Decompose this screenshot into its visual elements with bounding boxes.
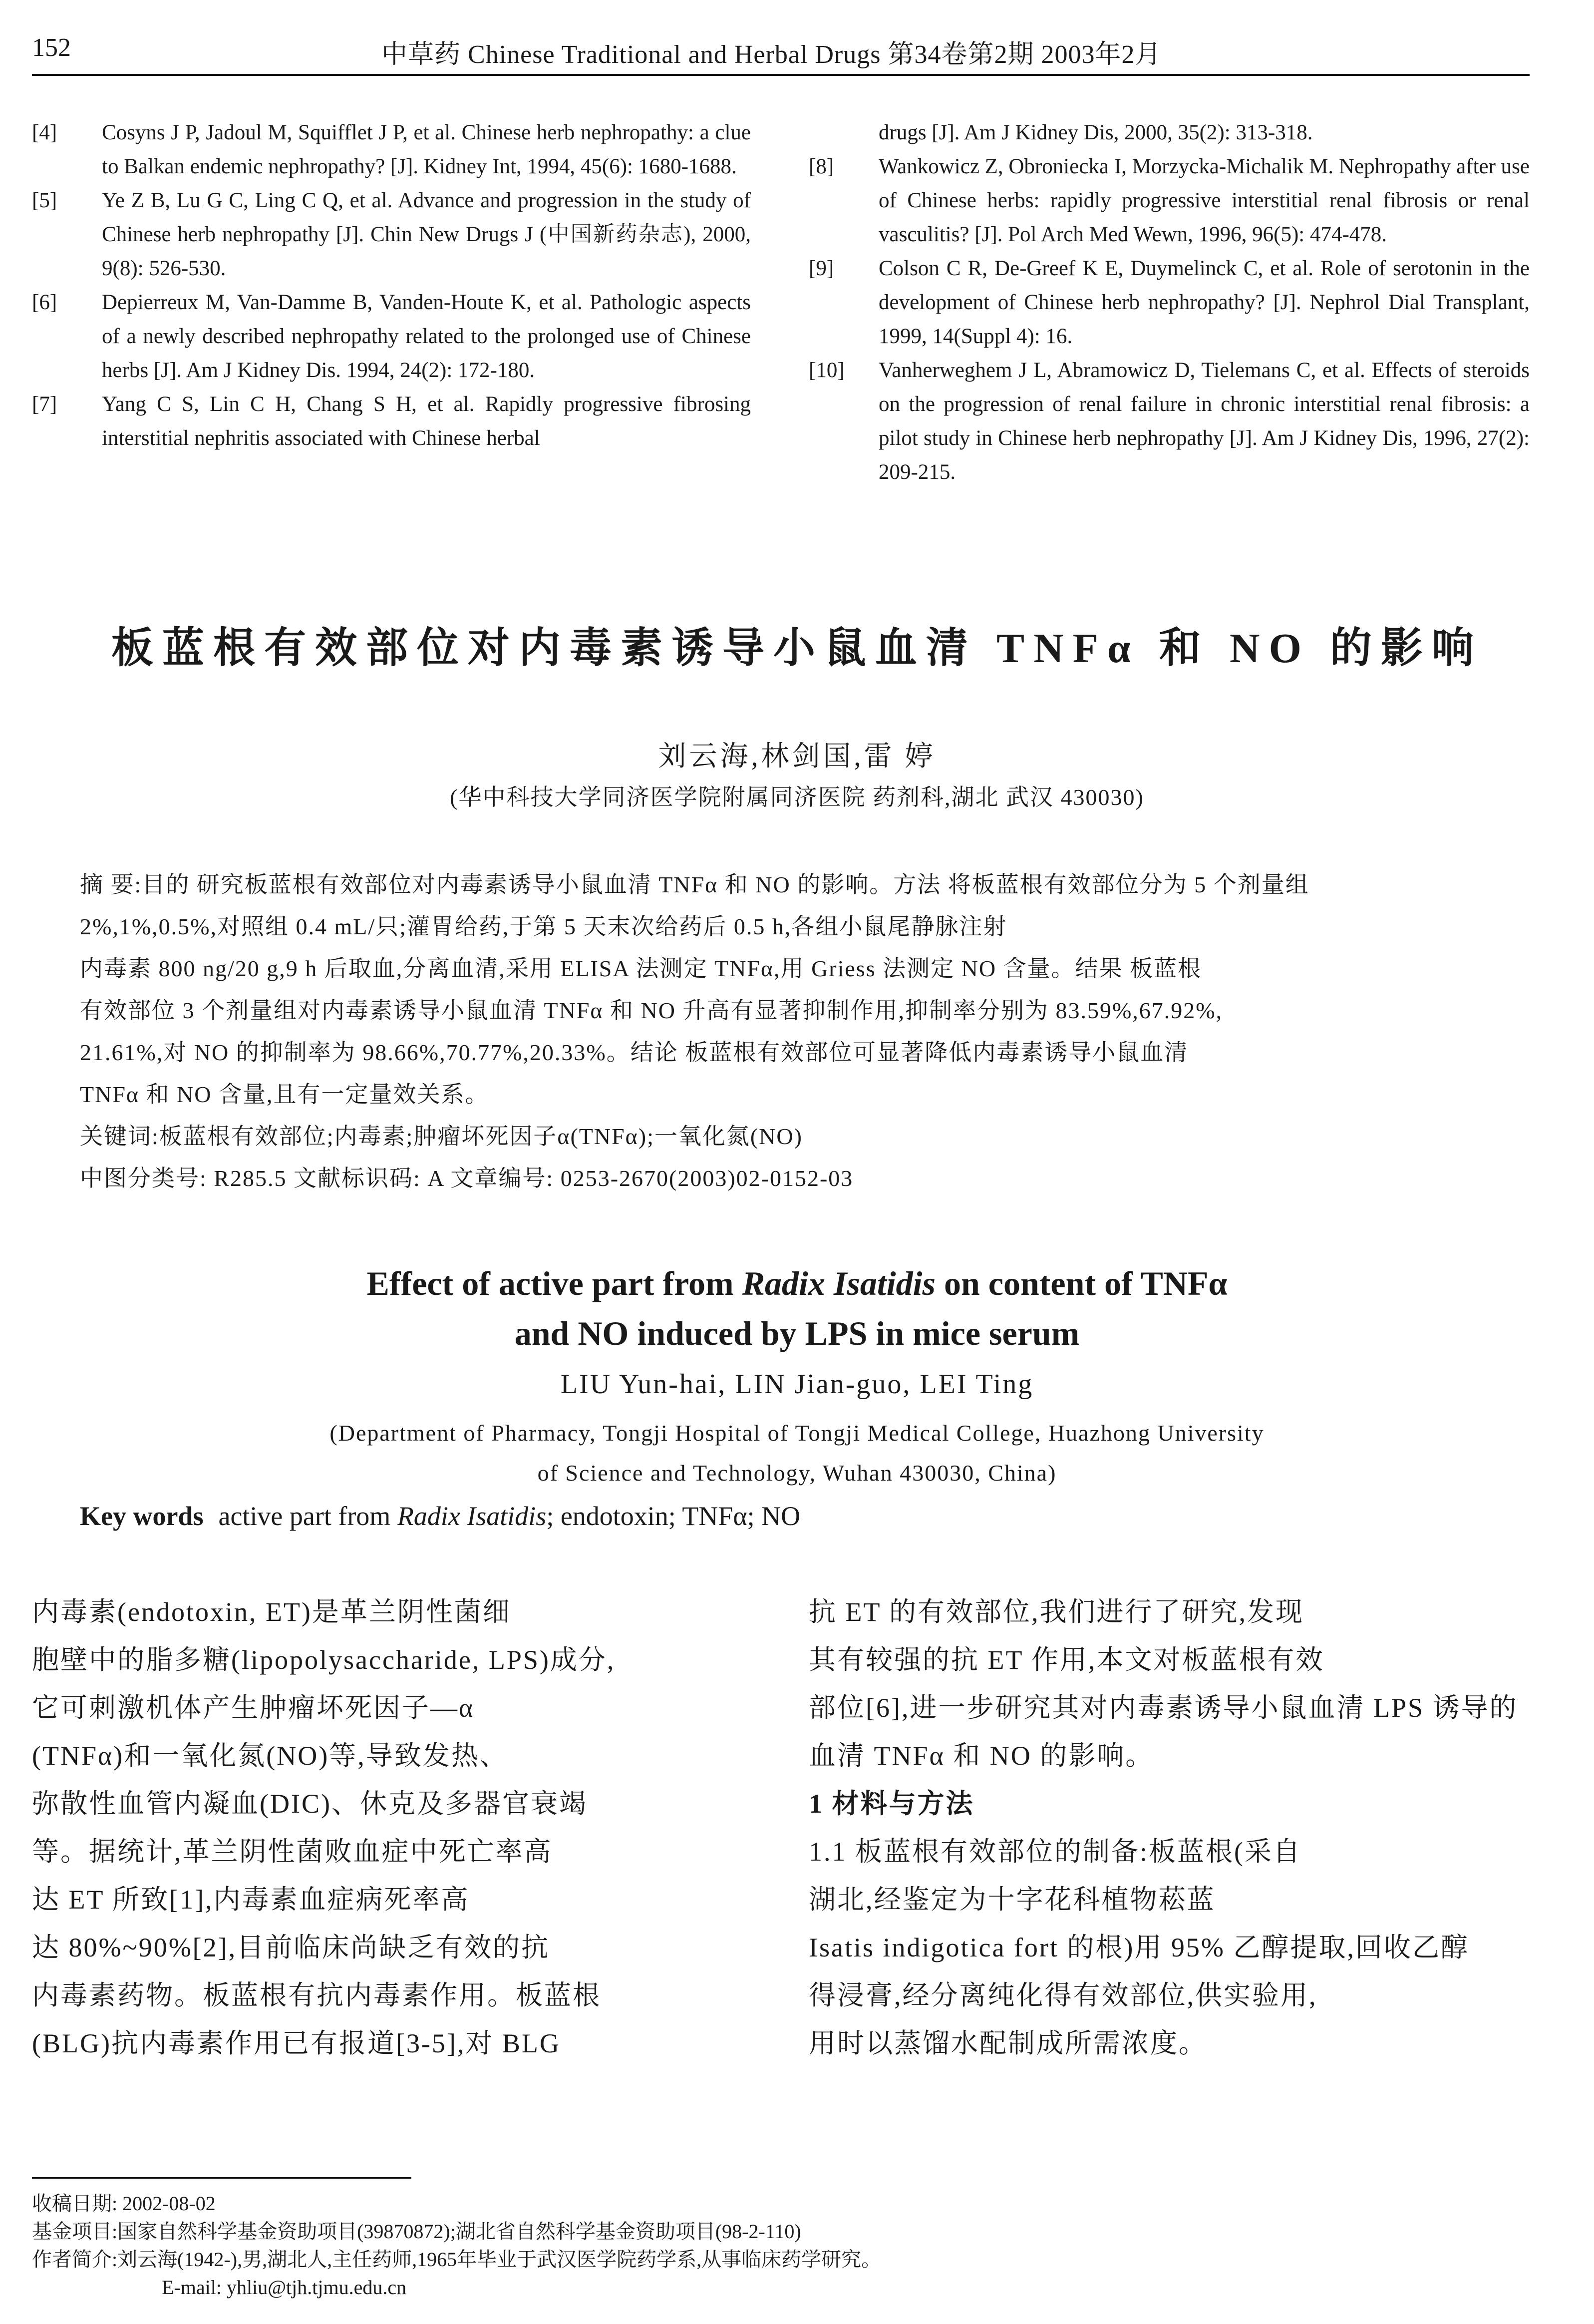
body-line: 血清 TNFα 和 NO 的影响。 bbox=[809, 1741, 1154, 1771]
footnotes bbox=[32, 2190, 1530, 2302]
body-line: (BLG)抗内毒素作用已有报道[3-5],对 BLG bbox=[32, 2028, 561, 2058]
body-line: 部位[6],进一步研究其对内毒素诱导小鼠血清 LPS 诱导的 bbox=[809, 1693, 1518, 1723]
abstract-zh-line: TNFα 和 NO 含量,且有一定量效关系。 bbox=[80, 1082, 489, 1107]
affiliation-zh: (华中科技大学同济医学院附属同济医院 药剂科,湖北 武汉 430030) bbox=[450, 784, 1144, 810]
classification-zh: 中图分类号: R285.5 文献标识码: A 文章编号: 0253-2670(2003)02-0152-03 bbox=[80, 1165, 854, 1191]
reference-text: drugs [J]. Am J Kidney Dis, 2000, 35(2): 313-318. bbox=[879, 121, 1313, 144]
abstract-zh-line: 摘 要:目的 研究板蓝根有效部位对内毒素诱导小鼠血清 TNFα 和 NO 的影响。方法 将板蓝根有效部位分为 5 个剂量组 bbox=[80, 872, 1309, 897]
body-left-column bbox=[32, 1588, 751, 2067]
body-right-column bbox=[809, 1588, 1530, 2067]
reference-text: Wankowicz Z, Obroniecka I, Morzycka-Michalik M. Nephropathy after use of Chinese herbs: rapidly progressive interstitial renal fibrosis or renal vasculitis? [J]. Pol Arch Med Wewn, 1996, 96(5): 474-478. bbox=[879, 155, 1530, 246]
reference-number: [5] bbox=[32, 189, 57, 212]
reference-item bbox=[32, 184, 751, 286]
body-line: 达 ET 所致[1],内毒素血症病死率高 bbox=[32, 1885, 470, 1915]
affiliation-en: (Department of Pharmacy, Tongji Hospital of Tongji Medical College, Huazhong University of Science and Technology, Wuhan 430030, China) bbox=[329, 1420, 1265, 1486]
footnote-funding: 基金项目:国家自然科学基金资助项目(39870872);湖北省自然科学基金资助项目(98-2-110) bbox=[32, 2220, 801, 2243]
body-line: Isatis indigotica fort 的根)用 95% 乙醇提取,回收乙醇 bbox=[809, 1933, 1469, 1962]
body-line: 胞壁中的脂多糖(lipopolysaccharide, LPS)成分, bbox=[32, 1645, 616, 1675]
reference-item bbox=[809, 252, 1530, 354]
title-en bbox=[80, 1258, 1514, 1358]
body-line: 等。据统计,革兰阴性菌败血症中死亡率高 bbox=[32, 1837, 553, 1867]
section-heading: 1 材料与方法 bbox=[809, 1789, 974, 1819]
authors-en: LIU Yun-hai, LIN Jian-guo, LEI Ting bbox=[560, 1369, 1034, 1400]
reference-text: Cosyns J P, Jadoul M, Squifflet J P, et al. Chinese herb nephropathy: a clue to Balkan endemic nephropathy? [J]. Kidney Int, 1994, 45(6): 1680-1688. bbox=[102, 121, 751, 178]
keywords-en: Key words active part from Radix Isatidis; endotoxin; TNFα; NO bbox=[80, 1501, 801, 1531]
reference-number: [6] bbox=[32, 291, 57, 314]
body-line: (TNFα)和一氧化氮(NO)等,导致发热、 bbox=[32, 1741, 508, 1771]
body-line: 内毒素(endotoxin, ET)是革兰阴性菌细 bbox=[32, 1597, 511, 1627]
footnote-author: 作者简介:刘云海(1942-),男,湖北人,主任药师,1965年毕业于武汉医学院药学系,从事临床药学研究。 bbox=[32, 2248, 882, 2271]
page-header bbox=[32, 28, 1530, 78]
reference-text: Depierreux M, Van-Damme B, Vanden-Houte K, et al. Pathologic aspects of a newly described nephropathy related to the prolonged use of Chinese herbs [J]. Am J Kidney Dis. 1994, 24(2): 172-180. bbox=[102, 291, 751, 382]
reference-number: [9] bbox=[809, 257, 834, 280]
reference-item bbox=[32, 286, 751, 387]
title-en-line2: and NO induced by LPS in mice serum bbox=[514, 1314, 1080, 1352]
reference-text: Ye Z B, Lu G C, Ling C Q, et al. Advance and progression in the study of Chinese herb nephropathy [J]. Chin New Drugs J (中国新药杂志), 2000, 9(8): 526-530. bbox=[102, 189, 751, 280]
body-line: 湖北,经鉴定为十字花科植物菘蓝 bbox=[809, 1885, 1216, 1915]
reference-text: Vanherweghem J L, Abramowicz D, Tielemans C, et al. Effects of steroids on the progression of renal failure in chronic interstitial renal fibrosis: a pilot study in Chinese herb nephropathy [J]. Am J Kidney Dis, 1996, 27(2): 209-215. bbox=[879, 359, 1530, 484]
footnote-rule bbox=[32, 2177, 411, 2179]
header-rule bbox=[32, 74, 1530, 76]
references-left bbox=[32, 116, 751, 455]
keywords-zh: 关键词:板蓝根有效部位;内毒素;肿瘤坏死因子α(TNFα);一氧化氮(NO) bbox=[80, 1124, 803, 1149]
footnote-received: 收稿日期: 2002-08-02 bbox=[32, 2192, 216, 2215]
body-line: 抗 ET 的有效部位,我们进行了研究,发现 bbox=[809, 1597, 1304, 1627]
body-line: 弥散性血管内凝血(DIC)、休克及多器官衰竭 bbox=[32, 1789, 588, 1819]
abstract-zh-line: 内毒素 800 ng/20 g,9 h 后取血,分离血清,采用 ELISA 法测定 TNFα,用 Griess 法测定 NO 含量。结果 板蓝根 bbox=[80, 956, 1202, 981]
body-line: 1.1 板蓝根有效部位的制备:板蓝根(采自 bbox=[809, 1837, 1301, 1867]
body-line: 它可刺激机体产生肿瘤坏死因子—α bbox=[32, 1693, 475, 1723]
authors-zh: 刘云海,林剑国,雷 婷 bbox=[658, 741, 936, 772]
body-line: 内毒素药物。板蓝根有抗内毒素作用。板蓝根 bbox=[32, 1980, 601, 2010]
reference-number: [10] bbox=[809, 359, 845, 382]
footnote-email: E-mail: yhliu@tjh.tjmu.edu.cn bbox=[162, 2276, 407, 2299]
body-line: 用时以蒸馏水配制成所需浓度。 bbox=[809, 2028, 1207, 2058]
title-zh: 板蓝根有效部位对内毒素诱导小鼠血清 TNFα 和 NO 的影响 bbox=[111, 625, 1483, 672]
references-right bbox=[809, 116, 1530, 489]
reference-number: [8] bbox=[809, 155, 834, 178]
journal-header: 中草药 Chinese Traditional and Herbal Drugs 第34卷第2期 2003年2月 bbox=[381, 40, 1162, 69]
page-number: 152 bbox=[32, 33, 71, 62]
abstract-zh bbox=[80, 864, 1528, 1199]
abstract-zh-line: 21.61%,对 NO 的抑制率为 98.66%,70.77%,20.33%。结论 板蓝根有效部位可显著降低内毒素诱导小鼠血清 bbox=[80, 1040, 1189, 1065]
body-line: 得浸膏,经分离纯化得有效部位,供实验用, bbox=[809, 1980, 1317, 2010]
reference-item bbox=[32, 387, 751, 455]
abstract-zh-line: 有效部位 3 个剂量组对内毒素诱导小鼠血清 TNFα 和 NO 升高有显著抑制作用,抑制率分别为 83.59%,67.92%, bbox=[80, 998, 1223, 1023]
reference-text: Colson C R, De-Greef K E, Duymelinck C, et al. Role of serotonin in the development of Chinese herb nephropathy? [J]. Nephrol Dial Transplant, 1999, 14(Suppl 4): 16. bbox=[879, 257, 1530, 348]
reference-number: [4] bbox=[32, 121, 57, 144]
reference-item bbox=[809, 150, 1530, 252]
body-line: 其有较强的抗 ET 作用,本文对板蓝根有效 bbox=[809, 1645, 1324, 1675]
reference-number: [7] bbox=[32, 392, 57, 416]
keywords-label: Key words bbox=[80, 1501, 204, 1531]
title-en-line1: Effect of active part from Radix Isatidis on content of TNFα bbox=[366, 1264, 1228, 1302]
reference-item bbox=[809, 354, 1530, 489]
reference-text: Yang C S, Lin C H, Chang S H, et al. Rapidly progressive fibrosing interstitial nephritis associated with Chinese herbal bbox=[102, 392, 751, 450]
abstract-zh-line: 2%,1%,0.5%,对照组 0.4 mL/只;灌胃给药,于第 5 天末次给药后 0.5 h,各组小鼠尾静脉注射 bbox=[80, 914, 1007, 939]
body-line: 达 80%~90%[2],目前临床尚缺乏有效的抗 bbox=[32, 1933, 550, 1962]
reference-item bbox=[809, 116, 1530, 150]
reference-item bbox=[32, 116, 751, 184]
